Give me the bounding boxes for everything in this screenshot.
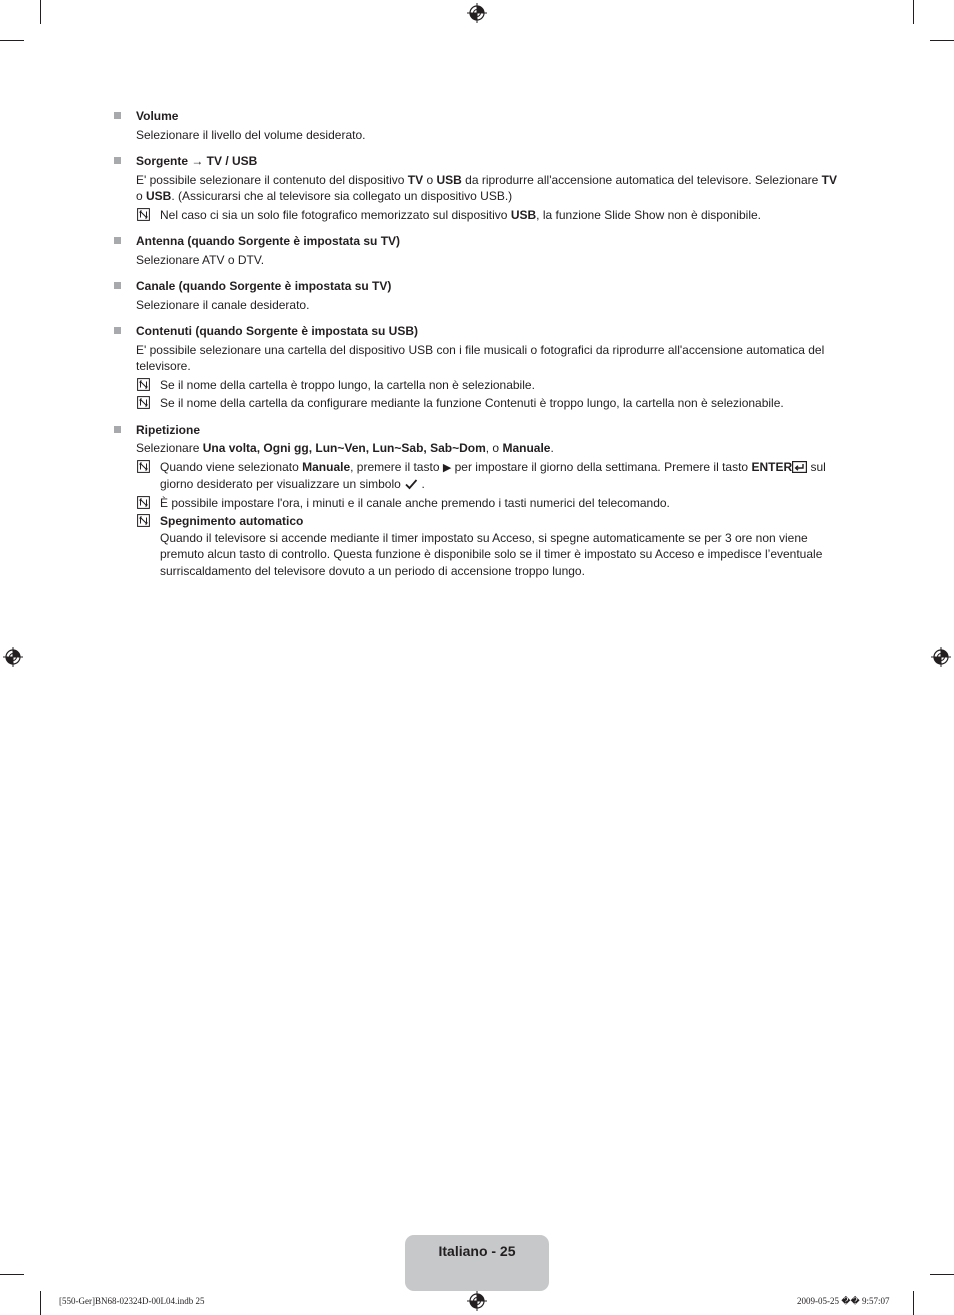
registration-mark-icon bbox=[3, 647, 23, 667]
text-run: . bbox=[418, 477, 425, 491]
bold-text: ENTER bbox=[751, 459, 793, 474]
menu-option-section bbox=[112, 233, 838, 268]
square-bullet-icon bbox=[114, 237, 121, 244]
section-description bbox=[136, 172, 838, 205]
text-run: o bbox=[136, 189, 147, 203]
text-run: È possibile impostare l'ora, i minuti e il canale anche premendo i tasti numerici del telecomando. bbox=[160, 495, 670, 510]
text-run: . (Assicurarsi che al televisore sia collegato un dispositivo USB.) bbox=[171, 189, 513, 203]
menu-option-section bbox=[112, 153, 838, 223]
text-run: Selezionare bbox=[136, 441, 203, 455]
menu-option-section bbox=[112, 278, 838, 313]
text-run: , la funzione Slide Show non è disponibile. bbox=[536, 207, 761, 222]
text-run: sul giorno desiderato per visualizzare un simbolo bbox=[160, 459, 826, 491]
text-run: Selezionare il livello del volume desiderato. bbox=[136, 127, 366, 142]
note-icon bbox=[137, 514, 150, 527]
registration-mark-icon bbox=[467, 1291, 487, 1311]
square-bullet-icon bbox=[114, 426, 121, 433]
text-run: Quando il televisore si accende mediante il timer impostato su Acceso, si spegne automaticamente se per 3 ore non viene premuto alcun tasto di controllo. Questa funzione è disponibile solo se il timer è impostato su Acceso e impedisce l’eventuale surriscaldamento del televisore dovuto a un periodo di accensione troppo lungo. bbox=[160, 530, 823, 578]
note-item bbox=[136, 395, 838, 412]
print-slug-right: 2009-05-25 �� 9:57:07 bbox=[797, 1296, 890, 1306]
bold-text: Antenna (quando Sorgente è impostata su TV) bbox=[136, 234, 401, 248]
text-run: Nel caso ci sia un solo file fotografico memorizzato sul dispositivo bbox=[160, 207, 511, 222]
note-icon bbox=[137, 496, 150, 509]
registration-mark-icon bbox=[931, 647, 951, 667]
note-icon bbox=[137, 460, 150, 473]
crop-mark bbox=[0, 40, 24, 41]
note-item bbox=[136, 459, 838, 493]
bold-text: TV bbox=[821, 172, 837, 187]
menu-option-section bbox=[112, 108, 838, 143]
text-run: , premere il tasto bbox=[350, 459, 443, 474]
note-item bbox=[136, 513, 838, 579]
bold-text: Manuale bbox=[302, 459, 351, 474]
menu-option-section bbox=[112, 422, 838, 580]
section-description bbox=[136, 297, 838, 314]
crop-mark bbox=[40, 1291, 41, 1315]
bold-text: TV bbox=[407, 172, 424, 187]
note-item bbox=[136, 207, 838, 224]
bold-text: USB bbox=[436, 172, 462, 187]
bold-text: Sorgente → TV / USB bbox=[136, 154, 258, 168]
page-number-label: Italiano - 25 bbox=[438, 1243, 516, 1259]
text-run: . bbox=[550, 441, 554, 455]
note-text bbox=[160, 495, 838, 512]
section-description bbox=[136, 252, 838, 269]
crop-mark bbox=[930, 40, 954, 41]
square-bullet-icon bbox=[114, 157, 121, 164]
section-description bbox=[136, 440, 838, 457]
note-text bbox=[160, 395, 838, 412]
bold-text: Canale (quando Sorgente è impostata su TV) bbox=[136, 279, 392, 293]
registration-mark-icon bbox=[467, 3, 487, 23]
section-title bbox=[136, 422, 838, 439]
note-item bbox=[136, 495, 838, 512]
text-run: Selezionare ATV o DTV. bbox=[136, 252, 265, 267]
note-icon bbox=[137, 378, 150, 391]
text-run: Selezionare il canale desiderato. bbox=[136, 297, 310, 312]
section-title bbox=[136, 323, 838, 340]
note-icon bbox=[137, 208, 150, 221]
bold-text: USB bbox=[146, 189, 172, 203]
text-run: Se il nome della cartella è troppo lungo, la cartella non è selezionabile. bbox=[160, 377, 535, 392]
crop-mark bbox=[913, 1291, 914, 1315]
enter-icon bbox=[792, 461, 807, 473]
crop-mark bbox=[0, 1274, 24, 1275]
section-description bbox=[136, 342, 838, 375]
note-text bbox=[160, 530, 838, 580]
square-bullet-icon bbox=[114, 112, 121, 119]
page-content bbox=[112, 108, 838, 589]
section-title bbox=[136, 108, 838, 125]
section-description bbox=[136, 127, 838, 144]
menu-option-section bbox=[112, 323, 838, 412]
bold-text: Manuale bbox=[502, 441, 551, 455]
square-bullet-icon bbox=[114, 327, 121, 334]
bold-text: Volume bbox=[136, 109, 179, 123]
note-text bbox=[160, 207, 838, 224]
play-arrow-icon: ▶ bbox=[442, 461, 452, 474]
crop-mark bbox=[930, 1274, 954, 1275]
print-slug-left: [550-Ger]BN68-02324D-00L04.indb 25 bbox=[59, 1296, 205, 1306]
bold-text: Ripetizione bbox=[136, 422, 201, 437]
text-run: E' possibile selezionare il contenuto del dispositivo bbox=[136, 172, 408, 187]
text-run: da riprodurre all'accensione automatica del televisore. Selezionare bbox=[461, 172, 822, 187]
text-run: Quando viene selezionato bbox=[160, 459, 303, 474]
bold-text: Una volta, Ogni gg, Lun~Ven, Lun~Sab, Sab~Dom bbox=[202, 441, 486, 455]
text-run: o bbox=[423, 172, 437, 187]
text-run: , o bbox=[485, 441, 503, 455]
note-item bbox=[136, 377, 838, 394]
crop-mark bbox=[40, 0, 41, 24]
check-icon bbox=[404, 478, 418, 490]
text-run: per impostare il giorno della settimana. Premere il tasto bbox=[451, 459, 752, 474]
note-title: Spegnimento automatico bbox=[160, 514, 304, 528]
bold-text: Contenuti (quando Sorgente è impostata su USB) bbox=[136, 324, 419, 338]
note-text bbox=[160, 459, 838, 493]
page-number-tab bbox=[405, 1235, 549, 1291]
note-icon bbox=[137, 396, 150, 409]
text-run: E' possibile selezionare una cartella del dispositivo USB con i file musicali o fotografici da riprodurre all'accensione automatica del televisore. bbox=[136, 342, 825, 373]
section-title bbox=[136, 278, 838, 295]
section-title bbox=[136, 153, 838, 170]
crop-mark bbox=[913, 0, 914, 24]
text-run: Se il nome della cartella da configurare mediante la funzione Contenuti è troppo lungo, la cartella non è selezionabile. bbox=[160, 396, 784, 410]
square-bullet-icon bbox=[114, 282, 121, 289]
section-title bbox=[136, 233, 838, 250]
note-text bbox=[160, 377, 838, 394]
bold-text: USB bbox=[510, 207, 537, 222]
